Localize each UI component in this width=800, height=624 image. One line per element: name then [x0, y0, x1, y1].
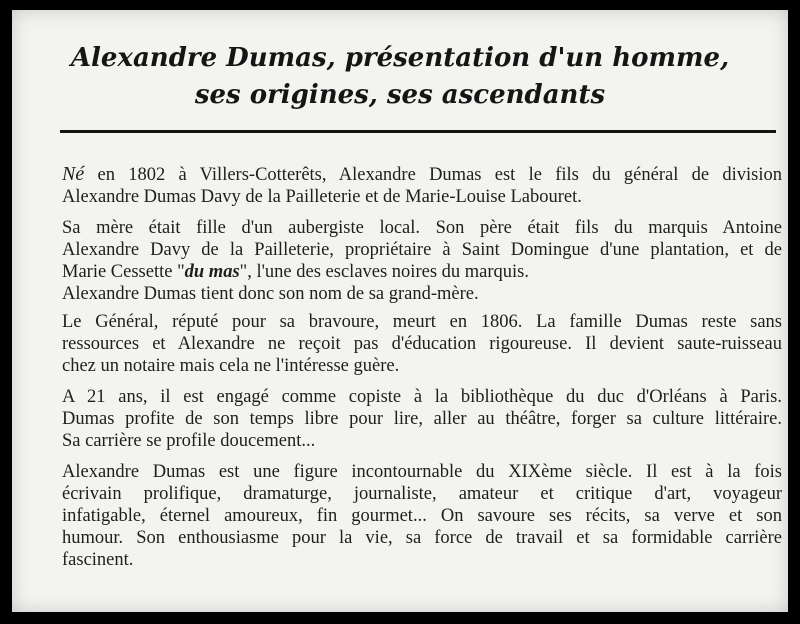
text-line	[62, 261, 782, 283]
text-line: Le Général, réputé pour sa bravoure, meurt en 1806. La famille Dumas reste sans	[62, 312, 782, 332]
panel-body	[62, 163, 782, 580]
text-line: ressources et Alexandre ne reçoit pas d'éducation rigoureuse. Il devient saute-ruisseau	[62, 334, 782, 354]
paragraph-origins	[62, 217, 782, 305]
text-line: Sa carrière se profile doucement...	[62, 431, 316, 451]
text-line: Alexandre Dumas Davy de la Pailleterie et de Marie-Louise Labouret.	[62, 187, 582, 207]
panel-title	[12, 40, 788, 114]
text-line: infatigable, éternel amoureux, fin gourmet... On savoure ses récits, sa verve et son	[62, 506, 782, 526]
paragraph-legacy	[62, 461, 782, 571]
title-divider	[60, 130, 776, 133]
text-segment: Marie Cessette "	[62, 262, 185, 282]
emphasized-name: du mas	[184, 262, 240, 282]
paragraph-general	[62, 311, 782, 377]
text-segment: en 1802 à Villers-Cotterêts, Alexandre Dumas est le fils du général de division	[84, 165, 782, 185]
text-segment: ", l'une des esclaves noires du marquis.	[239, 262, 529, 282]
text-line: Alexandre Dumas est une figure incontournable du XIXème siècle. Il est à la fois	[62, 462, 782, 482]
text-line: Dumas profite de son temps libre pour lire, aller au théâtre, forger sa culture littéraire.	[62, 409, 782, 429]
text-line: humour. Son enthousiasme pour la vie, sa force de travail et sa formidable carrière	[62, 528, 782, 548]
title-line-2: ses origines, ses ascendants	[194, 80, 606, 110]
lead-word: Né	[62, 163, 85, 185]
text-line: Sa mère était fille d'un aubergiste local. Son père était fils du marquis Antoine	[62, 218, 782, 238]
text-line	[62, 163, 782, 186]
title-line-1: Alexandre Dumas, présentation d'un homme,	[70, 43, 730, 73]
paragraph-copyist	[62, 386, 782, 452]
text-line: Alexandre Davy de la Pailleterie, propriétaire à Saint Domingue d'une plantation, et de	[62, 240, 782, 260]
text-line: fascinent.	[62, 550, 134, 570]
text-line: chez un notaire mais cela ne l'intéresse guère.	[62, 356, 400, 376]
paragraph-birth	[62, 163, 782, 208]
text-line: écrivain prolifique, dramaturge, journaliste, amateur et critique d'art, voyageur	[62, 484, 782, 504]
text-line: Alexandre Dumas tient donc son nom de sa grand-mère.	[62, 284, 479, 304]
text-line: A 21 ans, il est engagé comme copiste à la bibliothèque du duc d'Orléans à Paris.	[62, 387, 782, 407]
information-panel	[12, 10, 788, 612]
